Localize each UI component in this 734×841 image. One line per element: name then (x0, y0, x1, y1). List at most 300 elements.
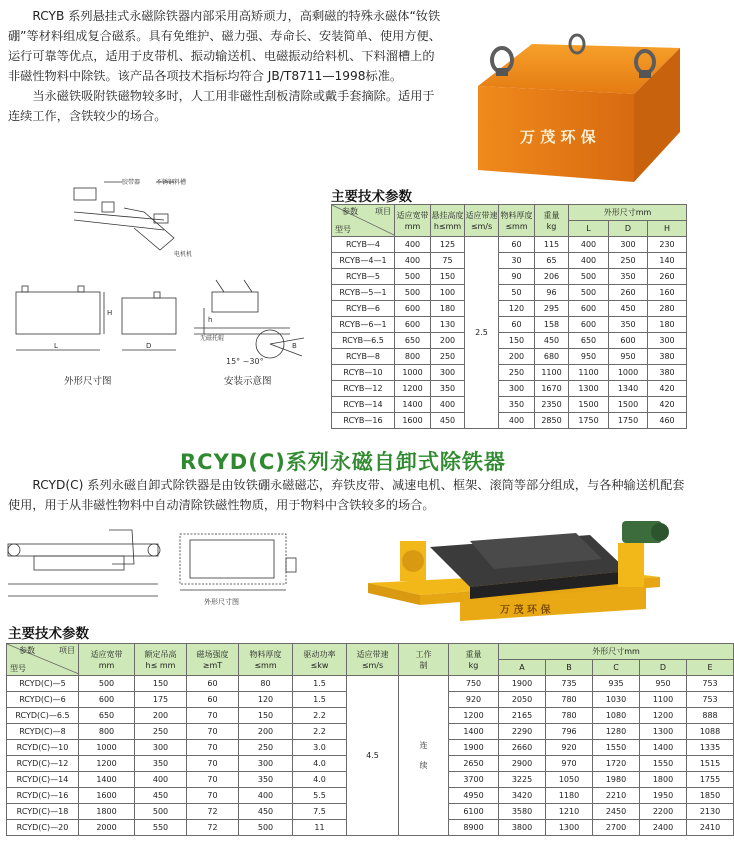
rcyd-mode-cell (399, 676, 449, 836)
table-cell: 1.5 (293, 676, 347, 692)
dim-h2: h (208, 316, 213, 324)
table-cell: 380 (648, 349, 687, 365)
table-cell: 1400 (395, 397, 431, 413)
table-cell: 550 (135, 820, 187, 836)
table-cell: RCYD(C)—14 (7, 772, 79, 788)
table-cell: 600 (569, 301, 609, 317)
rcyd-h-A: A (499, 660, 546, 676)
table-cell: 1800 (640, 772, 687, 788)
table-cell: 600 (395, 301, 431, 317)
table-cell: 1300 (640, 724, 687, 740)
table-cell: 150 (499, 333, 535, 349)
table-cell: 70 (187, 788, 239, 804)
table-cell: 1850 (687, 788, 734, 804)
table-cell: 500 (239, 820, 293, 836)
table-cell: 180 (431, 301, 465, 317)
table-cell: 250 (609, 253, 648, 269)
rcyb-header-corner (332, 205, 394, 236)
table-cell: 4.0 (293, 772, 347, 788)
table-cell: 150 (431, 269, 465, 285)
rcyd-header-corner (7, 644, 78, 675)
table-cell: 200 (431, 333, 465, 349)
table-cell: 1400 (640, 740, 687, 756)
table-cell: 1500 (609, 397, 648, 413)
label-belt: 胶带器 (122, 179, 141, 186)
table-cell: 8900 (449, 820, 499, 836)
table-cell: 80 (239, 676, 293, 692)
rcyd-h-belt: 适应宽带 (90, 649, 123, 659)
table-cell: 3225 (499, 772, 546, 788)
table-cell: 400 (395, 253, 431, 269)
table-cell: 1720 (593, 756, 640, 772)
table-cell: RCYB—4 (332, 237, 395, 253)
table-cell: 175 (135, 692, 187, 708)
table-cell: 2900 (499, 756, 546, 772)
table-cell: 1030 (593, 692, 640, 708)
table-cell: 796 (546, 724, 593, 740)
table-cell: 1500 (569, 397, 609, 413)
table-cell: 1900 (499, 676, 546, 692)
table-cell: 1900 (449, 740, 499, 756)
table-cell: 1950 (640, 788, 687, 804)
table-cell: 200 (239, 724, 293, 740)
table-cell: 250 (431, 349, 465, 365)
rcyb-h-belt-unit: mm (404, 221, 421, 231)
table-cell: RCYD(C)—6.5 (7, 708, 79, 724)
table-cell: 72 (187, 820, 239, 836)
table-cell: 400 (569, 237, 609, 253)
table-cell: 1.5 (293, 692, 347, 708)
rcyd-h-dims: 外形尺寸mm (499, 644, 734, 660)
table-cell: 2650 (449, 756, 499, 772)
rcyd-h-speed: 适应带速 (356, 649, 389, 659)
rcyd-h-speed-unit: ≤m/s (361, 660, 384, 670)
table-cell: 250 (499, 365, 535, 381)
table-cell: 420 (648, 381, 687, 397)
table-cell: 500 (395, 269, 431, 285)
rcyb-speed-cell: 2.5 (465, 237, 499, 429)
label-motor: 电机机 (174, 251, 193, 258)
table-cell: 1600 (395, 413, 431, 429)
table-cell: RCYB—6—1 (332, 317, 395, 333)
table-cell: 180 (648, 317, 687, 333)
table-cell: RCYB—16 (332, 413, 395, 429)
table-cell: RCYD(C)—12 (7, 756, 79, 772)
rcyd-h-weight: 重量 (465, 649, 482, 659)
table-cell: 3700 (449, 772, 499, 788)
table-row (332, 285, 687, 301)
rcyd-h-weight-unit: kg (468, 660, 479, 670)
table-cell: 130 (431, 317, 465, 333)
table-cell: 1400 (449, 724, 499, 740)
dim-d: D (146, 342, 152, 350)
table-cell: 300 (431, 365, 465, 381)
table-cell: 96 (535, 285, 569, 301)
table-cell: 1550 (640, 756, 687, 772)
table-cell: 5.5 (293, 788, 347, 804)
table-cell: 380 (648, 365, 687, 381)
table-row (332, 237, 687, 253)
table-cell: 500 (395, 285, 431, 301)
rcyb-h-thickness-unit: ≤mm (505, 221, 528, 231)
table-row (332, 397, 687, 413)
table-cell: RCYD(C)—5 (7, 676, 79, 692)
table-cell: 70 (187, 740, 239, 756)
table-cell: 450 (609, 301, 648, 317)
rcyd-mode-2: 续 (419, 761, 428, 770)
table-cell: RCYB—10 (332, 365, 395, 381)
table-cell: 300 (239, 756, 293, 772)
table-cell: 450 (239, 804, 293, 820)
table-cell: 4.0 (293, 756, 347, 772)
rcyd-h-D: D (640, 660, 687, 676)
table-cell: 420 (648, 397, 687, 413)
rcyd-h-E: E (687, 660, 734, 676)
table-cell: 350 (609, 269, 648, 285)
table-row (332, 333, 687, 349)
table-cell: 2.2 (293, 724, 347, 740)
rcyd-spec-table (6, 643, 734, 836)
table-cell: RCYB—5 (332, 269, 395, 285)
table-cell: 1210 (546, 804, 593, 820)
rcyd-diagrams (4, 518, 356, 612)
table-cell: 920 (546, 740, 593, 756)
table-cell: 2165 (499, 708, 546, 724)
rcyd-h-field: 磁场强度 (196, 649, 229, 659)
table-cell: 350 (239, 772, 293, 788)
table-cell: RCYB—14 (332, 397, 395, 413)
table-cell: 1200 (449, 708, 499, 724)
table-cell: 780 (546, 692, 593, 708)
table-cell: 70 (187, 756, 239, 772)
table-cell: 1200 (79, 756, 135, 772)
table-cell: 450 (135, 788, 187, 804)
rcyb-h-speed-unit: ≤m/s (470, 221, 493, 231)
table-cell: 90 (499, 269, 535, 285)
table-cell: 75 (431, 253, 465, 269)
table-cell: 1180 (546, 788, 593, 804)
table-cell: 295 (535, 301, 569, 317)
table-cell: 1088 (687, 724, 734, 740)
table-row (332, 253, 687, 269)
table-cell: 1750 (609, 413, 648, 429)
table-cell: 1335 (687, 740, 734, 756)
rcyd-h-mode2: 制 (419, 660, 428, 670)
rcyb-spec-table (331, 204, 687, 429)
table-cell: 680 (535, 349, 569, 365)
rcyb-product-label: 万 茂 环 保 (520, 128, 596, 146)
table-cell: 300 (135, 740, 187, 756)
rcyb-h-thickness: 物料厚度 (500, 210, 533, 220)
table-cell: 200 (499, 349, 535, 365)
table-cell: 250 (239, 740, 293, 756)
table-cell: 60 (499, 317, 535, 333)
table-cell: 60 (187, 692, 239, 708)
rcyb-h-speed: 适应带速 (465, 210, 498, 220)
table-cell: 753 (687, 692, 734, 708)
rcyd-mode-1: 连 (419, 741, 428, 750)
rcyd-fig-caption: 外形尺寸图 (204, 598, 239, 606)
table-cell: 65 (535, 253, 569, 269)
table-cell: 2290 (499, 724, 546, 740)
table-cell: 120 (239, 692, 293, 708)
table-cell: 2200 (640, 804, 687, 820)
rcyb-h-weight: 重量 (543, 210, 560, 220)
table-cell: 2410 (687, 820, 734, 836)
table-cell: 200 (135, 708, 187, 724)
table-cell: 650 (395, 333, 431, 349)
table-cell: 1750 (569, 413, 609, 429)
table-cell: 1000 (395, 365, 431, 381)
table-cell: 3800 (499, 820, 546, 836)
rcyd-title: RCYD(C)系列永磁自卸式除铁器 (180, 450, 506, 474)
table-cell: 120 (499, 301, 535, 317)
table-cell: 280 (648, 301, 687, 317)
rcyd-h-C: C (593, 660, 640, 676)
table-cell: 300 (609, 237, 648, 253)
rcyb-h-weight-unit: kg (546, 221, 557, 231)
table-cell: RCYB—6.5 (332, 333, 395, 349)
table-cell: 970 (546, 756, 593, 772)
table-cell: 70 (187, 708, 239, 724)
table-row (332, 301, 687, 317)
table-cell: 72 (187, 804, 239, 820)
table-cell: 2350 (535, 397, 569, 413)
table-cell: 300 (499, 381, 535, 397)
table-cell: 400 (499, 413, 535, 429)
table-cell: 1755 (687, 772, 734, 788)
rcyb-h-dims: 外形尺寸mm (569, 205, 687, 221)
table-cell: 750 (449, 676, 499, 692)
table-row (332, 269, 687, 285)
table-cell: RCYD(C)—18 (7, 804, 79, 820)
table-cell: RCYD(C)—20 (7, 820, 79, 836)
rcyb-intro (8, 6, 444, 126)
caption-outline: 外形尺寸图 (64, 376, 112, 387)
table-cell: 1515 (687, 756, 734, 772)
table-cell: RCYB—8 (332, 349, 395, 365)
table-row (7, 676, 734, 692)
table-cell: 2.2 (293, 708, 347, 724)
rcyd-table-title: 主要技术参数 (8, 626, 89, 642)
table-cell: RCYB—5—1 (332, 285, 395, 301)
table-cell: 735 (546, 676, 593, 692)
dim-h: H (107, 309, 113, 317)
table-cell: 800 (79, 724, 135, 740)
table-cell: 1670 (535, 381, 569, 397)
rcyd-h-lift: 额定吊高 (144, 649, 177, 659)
table-cell: 2000 (79, 820, 135, 836)
table-cell: 2400 (640, 820, 687, 836)
table-cell: RCYB—12 (332, 381, 395, 397)
table-cell: 260 (609, 285, 648, 301)
table-cell: 350 (431, 381, 465, 397)
table-cell: RCYD(C)—6 (7, 692, 79, 708)
table-cell: 1000 (609, 365, 648, 381)
table-cell: 350 (135, 756, 187, 772)
table-cell: 920 (449, 692, 499, 708)
table-cell: 11 (293, 820, 347, 836)
rcyd-h-thickness-unit: ≤mm (254, 660, 277, 670)
table-cell: 800 (395, 349, 431, 365)
rcyb-h-suspend-unit: h≤mm (433, 221, 462, 231)
table-cell: 1100 (640, 692, 687, 708)
table-cell: 250 (135, 724, 187, 740)
rcyb-table-title: 主要技术参数 (331, 189, 412, 205)
table-cell: 1080 (593, 708, 640, 724)
table-cell: RCYD(C)—8 (7, 724, 79, 740)
table-cell: 1200 (395, 381, 431, 397)
table-row (332, 349, 687, 365)
rcyb-para-1: RCYB 系列悬挂式永磁除铁器内部采用高矫顽力，高剩磁的特殊永磁体“钕铁硼”等材料组成复合磁系。具有免维护、磁力强、寿命长、安装简单、使用方便、运行可靠等优点，适用于皮带机、振动输送机、电磁振动给料机、下料溜槽上的非磁性物料中除铁。该产品各项技术指标均符合 JB/T8711—1998标准。 (8, 9, 441, 83)
table-cell: 70 (187, 772, 239, 788)
table-cell: 753 (687, 676, 734, 692)
table-cell: 450 (535, 333, 569, 349)
rcyb-h-L: L (569, 221, 609, 237)
rcyd-h-thickness: 物料厚度 (249, 649, 282, 659)
table-cell: RCYD(C)—16 (7, 788, 79, 804)
rcyd-h-mode: 工作 (415, 649, 432, 659)
table-cell: 1980 (593, 772, 640, 788)
table-cell: 600 (609, 333, 648, 349)
table-cell: 1050 (546, 772, 593, 788)
table-cell: 1550 (593, 740, 640, 756)
table-cell: 500 (79, 676, 135, 692)
table-cell: 60 (187, 676, 239, 692)
table-cell: 1600 (79, 788, 135, 804)
table-cell: 500 (135, 804, 187, 820)
table-cell: 150 (239, 708, 293, 724)
table-cell: 650 (79, 708, 135, 724)
table-cell: 70 (187, 724, 239, 740)
table-cell: 460 (648, 413, 687, 429)
table-cell: 500 (569, 269, 609, 285)
rcyd-header-model: 型号 (10, 664, 26, 673)
table-cell: 935 (593, 676, 640, 692)
table-row (332, 317, 687, 333)
rcyb-header-model: 型号 (335, 225, 351, 234)
table-cell: 950 (569, 349, 609, 365)
table-cell: 260 (648, 269, 687, 285)
table-cell: 2450 (593, 804, 640, 820)
table-cell: 350 (499, 397, 535, 413)
table-cell: RCYB—4—1 (332, 253, 395, 269)
table-cell: 7.5 (293, 804, 347, 820)
rcyb-h-belt: 适应宽带 (396, 210, 429, 220)
rcyd-speed-cell: 4.5 (347, 676, 399, 836)
table-cell: 50 (499, 285, 535, 301)
rcyb-h-suspend: 悬挂高度 (431, 210, 464, 220)
table-cell: 450 (431, 413, 465, 429)
table-cell: 140 (648, 253, 687, 269)
label-roller: 无磁托辊 (200, 335, 225, 342)
dim-l: L (54, 342, 58, 350)
table-cell: 1800 (79, 804, 135, 820)
table-row (332, 413, 687, 429)
rcyb-header-param: 参数 (342, 207, 358, 216)
table-cell: 300 (648, 333, 687, 349)
table-cell: 230 (648, 237, 687, 253)
rcyd-h-lift-unit: h≤ mm (145, 660, 176, 670)
table-cell: 1340 (609, 381, 648, 397)
dim-b: B (292, 342, 297, 350)
table-cell: 600 (569, 317, 609, 333)
table-cell: 1300 (569, 381, 609, 397)
table-cell: 125 (431, 237, 465, 253)
table-cell: 3.0 (293, 740, 347, 756)
table-cell: 2700 (593, 820, 640, 836)
label-trough: 不锈钢料槽 (156, 179, 187, 186)
table-cell: 950 (640, 676, 687, 692)
table-cell: 160 (648, 285, 687, 301)
rcyb-product-image (462, 4, 692, 189)
table-cell: 650 (569, 333, 609, 349)
table-row (332, 381, 687, 397)
table-cell: 2050 (499, 692, 546, 708)
table-cell: 2850 (535, 413, 569, 429)
rcyd-h-power: 驱动功率 (303, 649, 336, 659)
rcyd-intro (8, 475, 688, 515)
rcyd-header-param: 参数 (19, 646, 35, 655)
table-cell: 2660 (499, 740, 546, 756)
table-cell: 400 (239, 788, 293, 804)
rcyd-h-belt-unit: mm (98, 660, 115, 670)
table-cell: 115 (535, 237, 569, 253)
table-cell: 6100 (449, 804, 499, 820)
label-angle: 15° ~30° (226, 357, 264, 366)
rcyd-h-power-unit: ≤kw (310, 660, 329, 670)
table-cell: 4950 (449, 788, 499, 804)
rcyb-header-item: 项目 (375, 207, 391, 216)
table-row (332, 365, 687, 381)
table-cell: 2130 (687, 804, 734, 820)
table-cell: 400 (395, 237, 431, 253)
table-cell: 888 (687, 708, 734, 724)
table-cell: 2210 (593, 788, 640, 804)
table-cell: 400 (135, 772, 187, 788)
table-cell: 350 (609, 317, 648, 333)
table-cell: 500 (569, 285, 609, 301)
rcyd-header-item: 项目 (59, 646, 75, 655)
rcyd-h-field-unit: ≥mT (202, 660, 223, 670)
table-cell: 1400 (79, 772, 135, 788)
table-cell: RCYB—6 (332, 301, 395, 317)
rcyb-h-H: H (648, 221, 687, 237)
table-cell: 1100 (569, 365, 609, 381)
table-cell: 600 (395, 317, 431, 333)
table-cell: 60 (499, 237, 535, 253)
table-cell: 100 (431, 285, 465, 301)
table-cell: 600 (79, 692, 135, 708)
rcyd-product-image (360, 513, 688, 625)
rcyb-diagrams (4, 168, 324, 390)
caption-install: 安装示意图 (224, 376, 272, 387)
table-cell: 1280 (593, 724, 640, 740)
rcyd-product-label: 万 茂 环 保 (500, 605, 551, 616)
table-cell: 400 (431, 397, 465, 413)
table-cell: 3580 (499, 804, 546, 820)
table-cell: 400 (569, 253, 609, 269)
table-cell: 158 (535, 317, 569, 333)
table-cell: 1100 (535, 365, 569, 381)
rcyd-para: RCYD(C) 系列永磁自卸式除铁器是由钕铁硼永磁磁芯，弃铁皮带、减速电机、框架、滚筒等部分组成，与各种输送机配套使用，用于从非磁性物料中自动清除铁磁性物质，用于物料中含铁较多的场合。 (8, 478, 685, 512)
table-cell: 30 (499, 253, 535, 269)
table-cell: RCYD(C)—10 (7, 740, 79, 756)
table-cell: 1300 (546, 820, 593, 836)
table-cell: 780 (546, 708, 593, 724)
table-cell: 3420 (499, 788, 546, 804)
table-cell: 1200 (640, 708, 687, 724)
